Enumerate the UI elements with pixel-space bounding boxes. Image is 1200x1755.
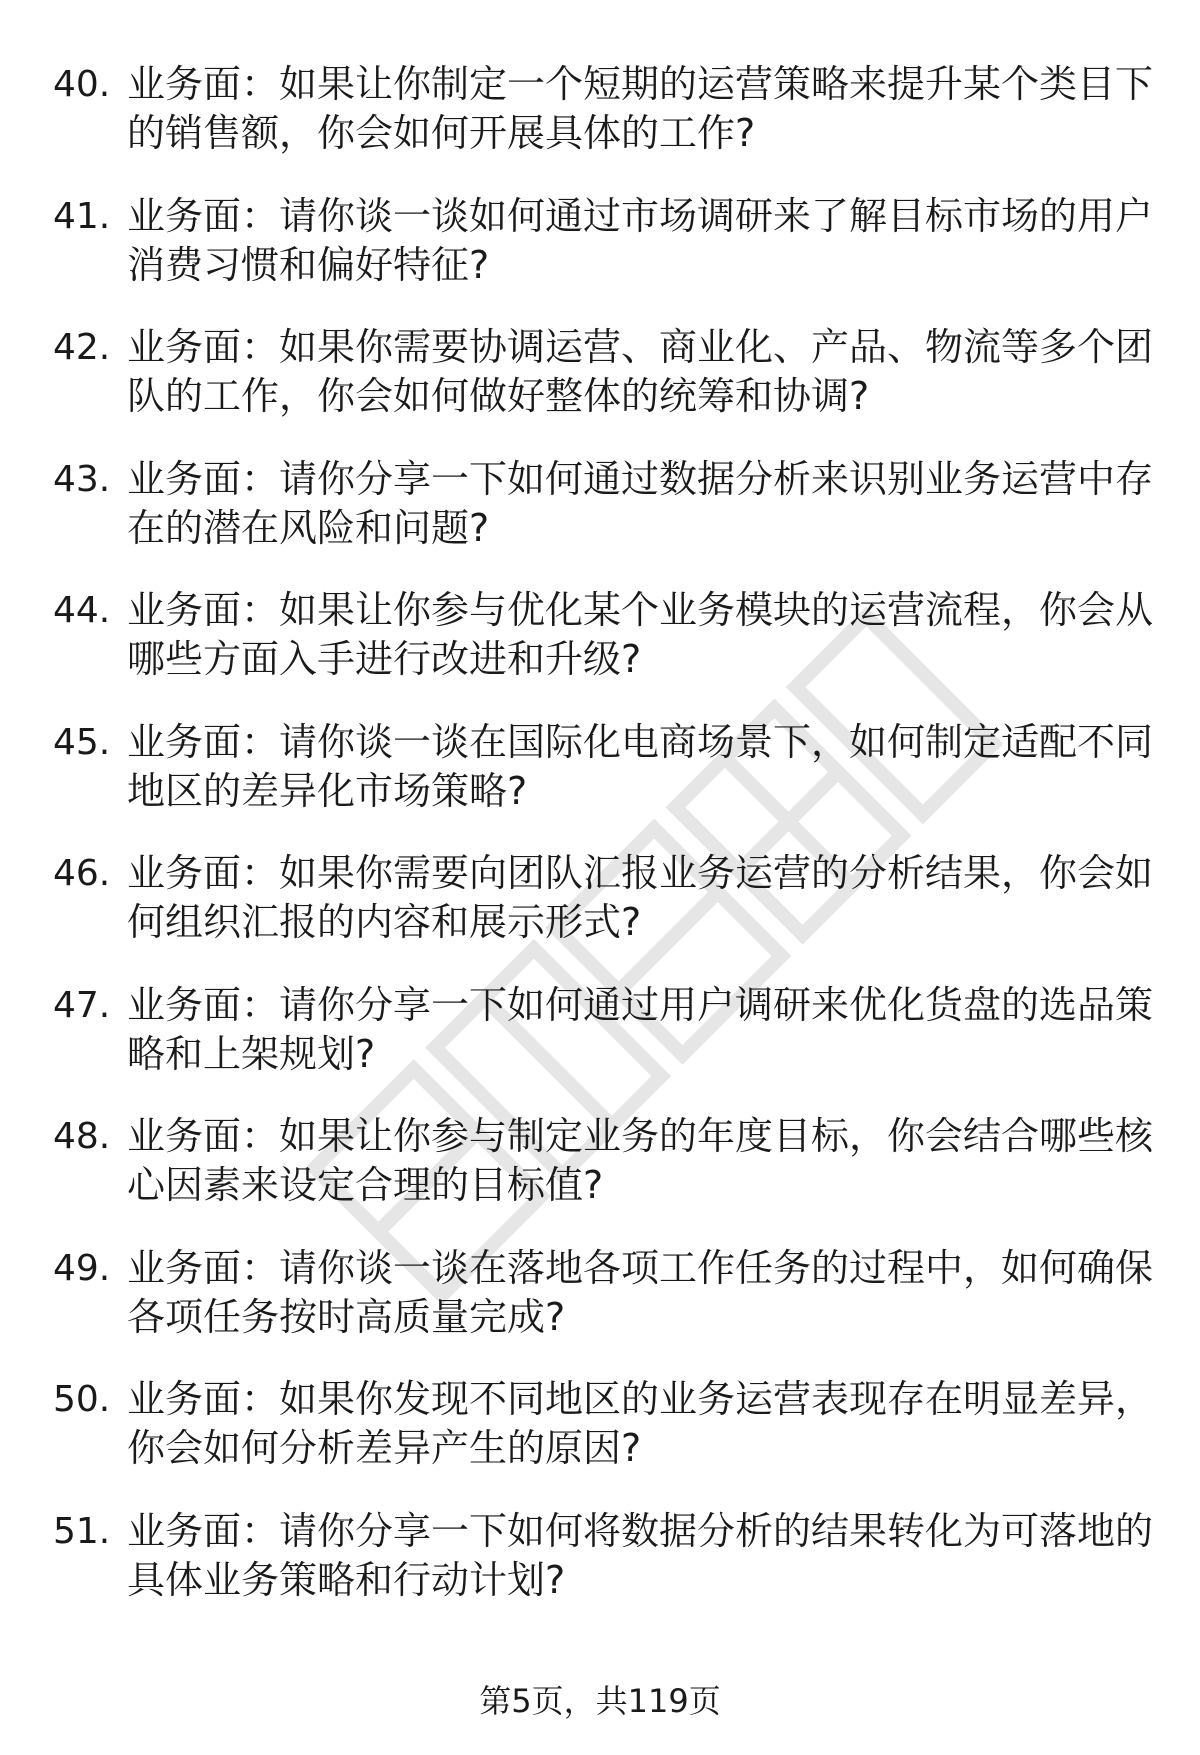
- question-text: 业务面：如果让你制定一个短期的运营策略来提升某个类目下的销售额，你会如何开展具体的工作?: [127, 62, 1154, 155]
- question-item: [0, 60, 1200, 192]
- question-item: [0, 1244, 1200, 1376]
- question-text: 业务面：如果让你参与优化某个业务模块的运营流程，你会从哪些方面入手进行改进和升级?: [127, 588, 1154, 681]
- question-number: 47.: [53, 984, 111, 1026]
- question-text: 业务面：如果你需要协调运营、商业化、产品、物流等多个团队的工作，你会如何做好整体的统筹和协调?: [127, 325, 1154, 418]
- question-item: [0, 718, 1200, 850]
- question-item: [0, 455, 1200, 587]
- question-number: 42.: [53, 327, 111, 368]
- question-number: 51.: [53, 1510, 111, 1552]
- question-text: 业务面：如果让你参与制定业务的年度目标，你会结合哪些核心因素来设定合理的目标值?: [127, 1114, 1154, 1207]
- question-number: 46.: [53, 853, 111, 894]
- question-text: 业务面：请你谈一谈在国际化电商场景下，如何制定适配不同地区的差异化市场策略?: [127, 719, 1154, 813]
- question-text: 业务面：如果你发现不同地区的业务运营表现存在明显差异，你会如何分析差异产生的原因?: [127, 1377, 1154, 1470]
- question-text: 业务面：请你分享一下如何将数据分析的结果转化为可落地的具体业务策略和行动计划?: [127, 1508, 1154, 1602]
- question-item: [0, 981, 1200, 1113]
- question-text: 业务面：请你分享一下如何通过数据分析来识别业务运营中存在的潜在风险和问题?: [127, 456, 1154, 550]
- question-number: 45.: [53, 721, 111, 763]
- question-item: [0, 192, 1200, 324]
- question-text: 业务面：请你分享一下如何通过用户调研来优化货盘的选品策略和上架规划?: [127, 982, 1154, 1076]
- question-item: [0, 586, 1200, 718]
- question-number: 41.: [53, 195, 111, 237]
- question-item: [0, 849, 1200, 981]
- page-footer: 第5页，共119页: [479, 1682, 721, 1720]
- question-number: 48.: [53, 1116, 111, 1157]
- question-item: [0, 1507, 1200, 1639]
- question-number: 40.: [53, 64, 111, 105]
- question-item: [0, 1375, 1200, 1507]
- question-text: 业务面：请你谈一谈如何通过市场调研来了解目标市场的用户消费习惯和偏好特征?: [127, 193, 1154, 287]
- question-text: 业务面：如果你需要向团队汇报业务运营的分析结果，你会如何组织汇报的内容和展示形式?: [127, 851, 1154, 944]
- question-item: [0, 323, 1200, 455]
- question-number: 44.: [53, 590, 111, 631]
- question-number: 43.: [53, 458, 111, 500]
- question-item: [0, 1112, 1200, 1244]
- question-text: 业务面：请你谈一谈在落地各项工作任务的过程中，如何确保各项任务按时高质量完成?: [127, 1245, 1154, 1339]
- question-number: 50.: [53, 1379, 111, 1420]
- question-number: 49.: [53, 1247, 111, 1289]
- question-list: [0, 60, 1200, 1638]
